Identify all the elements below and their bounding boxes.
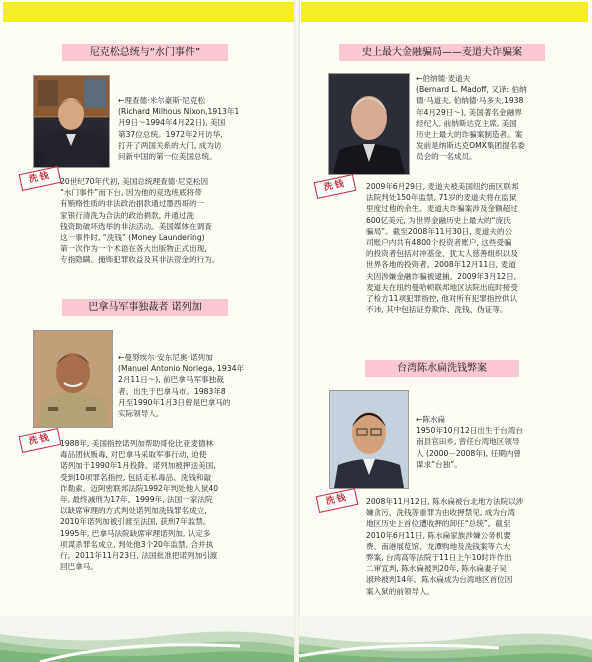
nixon-heading: 尼克松总统与“水门事件” [62, 44, 228, 61]
noriega-body: 1988年, 美国指控诺列加帮助哥伦比亚麦德林 毒品团伙贩毒, 对巴拿马采取军事行动, 迫使 诺列加于1990年1月投降。诺列加被押送美国, 受到10项罪名指控, 包括走私毒品、洗钱和敲 诈勒索。迈阿密联邦法院1992年判处他入狱40 年, 最终减刑为17年。1999年, 法国一家法院 以缺席审理的方式判处诺列加洗钱罪名成立, 2010年诺列加被引渡至法国, 获刑7年监禁。 1995年, 巴拿马法院缺席审理诺列加, 认定多 项谋杀罪名成立, 判处他3个20年监禁, 合并执 行。2011年11月23日, 法国批准把诺列加引渡 回巴拿马。 [60, 439, 219, 572]
madoff-body: 2009年6月29日, 麦道夫被美国纽约南区联邦 法院判处150年监禁, 71岁的麦道夫将在监狱 里度过他的余生。麦道夫诈骗案涉及金额超过 600亿美元, 为世界金融历史上最大的“庞氏 骗局”。截至2008年11月30日, 麦道夫的公 司账户内共有4800个投资者账户, 这些受骗 的投资者包括对冲基金、犹太人慈善组织以及 世界各地的投资者。2008年12月11日, 麦道 夫因涉嫌金融诈骗被逮捕。2009年3月12日, 麦道夫在纽约曼哈顿联邦地区法院出庭时接受 了检方11项犯罪指控, 他对所有犯罪指控供认 不讳, 其中包括证券欺诈、洗钱、伪证等。 [366, 182, 519, 315]
right-page [299, 0, 592, 662]
noriega-portrait-image [34, 331, 112, 427]
laundering-stamp: 洗钱 [19, 166, 62, 191]
top-color-bar [3, 2, 294, 22]
chen-heading: 台湾陈水扁洗钱弊案 [365, 360, 519, 377]
nixon-caption: ←理查德·米尔豪斯·尼克松 (Richard Milhous Nixon,1913年1 月9日～1994年4月22日), 美国 第37位总统。1972年2月访华, 打开了两国关系的大门, 成为访 问新中国的第一位美国总统。 [118, 96, 240, 162]
madoff-photo [328, 73, 410, 175]
madoff-heading: 史上最大金融骗局——麦道夫诈骗案 [339, 44, 545, 61]
noriega-caption: ←曼努埃尔·安东尼奥·诺列加 (Manuel Antonio Noriega, 1934年 2月11日～), 前巴拿马军事独裁 者。出生于巴拿马市。1983年8 月至1990年1月3日曾是巴拿马的 实际领导人。 [118, 353, 245, 419]
nixon-portrait-image [34, 76, 109, 167]
bottom-decoration [299, 616, 592, 662]
bottom-decoration [0, 616, 296, 662]
nixon-body: 20世纪70年代初, 美国总统理查德·尼克松因 “水门事件”而下台, 因为他的竞选班底将带 有贿赂性质的非法政治捐款通过墨西哥的一 家银行清洗为合法的政治捐款, 并通过洗 钱资助破坏选举的非法活动。美国媒体在调查 这一事件时, “洗钱” (Money Laundering) 第一次作为一个术语在各大出版物正式出现, 专指隐瞒、掩饰犯罪收益及其非法资金的行为。 [60, 177, 220, 265]
noriega-photo [33, 330, 113, 428]
madoff-caption: ←伯纳德·麦道夫 (Bernard L. Madoff, 又译: 伯纳 德·马道夫, 伯纳德·马多夫,1938 年4月29日～), 美国著名金融界 经纪人, 前纳斯达克主席, 美国 历史上最大的诈骗案制造者。案 发前是纳斯达克OMX集团提名委 员会的一名成员。 [416, 74, 527, 162]
chen-portrait-image [330, 391, 408, 488]
chen-body: 2008年11月12日, 陈水扁被台北地方法院以涉 嫌贪污、洗钱等重罪为由收押禁见, 成为台湾 地区历史上首位遭收押的卸任“总统”。截至 2010年6月11日, 陈水扁家族涉嫌公务机要 费、南港展览馆、龙潭购地及洗钱案等六大 弊案, 台湾高等法院于11日上午10时许作出 二审宣判, 陈水扁被判20年, 陈水扁妻子吴 淑珍被判14年。陈水扁成为台湾地区首位因 案入狱的前领导人。 [366, 497, 524, 596]
chen-photo [329, 390, 409, 489]
chen-caption: ←陈水扁 1950年10月12日出生于台湾台 南县官田乡, 曾任台湾地区领导 人 (2000－2008年), 任期内曾 谋求“台独”。 [416, 415, 523, 469]
top-color-bar [301, 2, 588, 22]
laundering-stamp: 洗钱 [316, 488, 359, 513]
noriega-heading: 巴拿马军事独裁者 诺列加 [62, 299, 228, 316]
laundering-stamp: 洗钱 [19, 428, 62, 453]
laundering-stamp: 洗钱 [314, 174, 357, 199]
madoff-portrait-image [329, 74, 409, 174]
nixon-photo [33, 75, 110, 168]
